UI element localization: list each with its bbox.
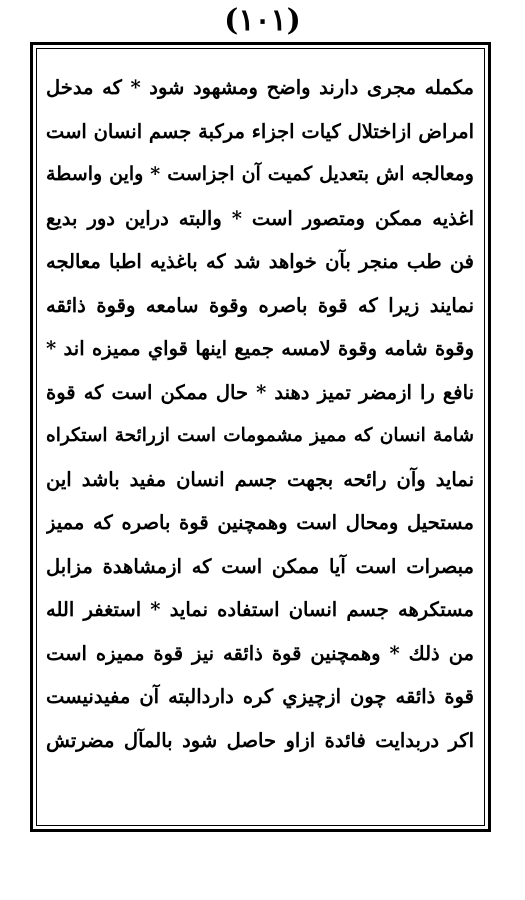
text-line: مستحيل ومحال است وهمچنين قوة باصره كه مميز <box>46 511 474 534</box>
text-line: نمايند زيرا كه قوة باصره وقوة سامعه وقوة ذائقه <box>46 293 474 317</box>
text-line: وقوة شامه وقوة لامسه جميع اينها قواي مميزه اند * <box>46 337 474 360</box>
text-line: نافع را ازمضر تميز دهند * حال ممكن است كه قوة <box>46 380 474 404</box>
text-line: اكر دربدايت فائدة ازاو حاصل شود بالمآل مضرتش <box>46 728 474 752</box>
text-line: قوة ذائقه چون ازچيزي كره داردالبته آن مفيدنيست <box>46 685 474 708</box>
text-line: ومعالجه اش بتعديل كميت آن اجزاست * واين واسطة <box>46 163 474 185</box>
text-line: مكمله مجرى دارند واضح ومشهود شود * كه مدخل <box>46 76 474 99</box>
page-number: (١٠١) <box>224 3 301 38</box>
body-text <box>46 66 474 818</box>
text-line: مستكرهه جسم انسان استفاده نمايد * استغفر الله <box>46 598 474 621</box>
text-line: شامة انسان كه مميز مشمومات است ازرائحة استكراه <box>46 425 474 446</box>
text-line: مبصرات است آيا ممكن است كه ازمشاهدة مزابل <box>46 554 474 578</box>
text-line: من ذلك * وهمچنين قوة ذائقه نيز قوة مميزه است <box>46 641 474 665</box>
text-line: اغذيه ممكن ومتصور است * والبته دراين دور بديع <box>46 206 474 230</box>
text-line: امراض ازاختلال كيات اجزاء مركبة جسم انسان است <box>46 119 474 143</box>
text-line: نمايد وآن رائحه بجهت جسم انسان مفيد باشد اين <box>46 467 474 491</box>
text-line: فن طب منجر بآن خواهد شد كه باغذيه اطبا معالجه <box>46 250 474 273</box>
